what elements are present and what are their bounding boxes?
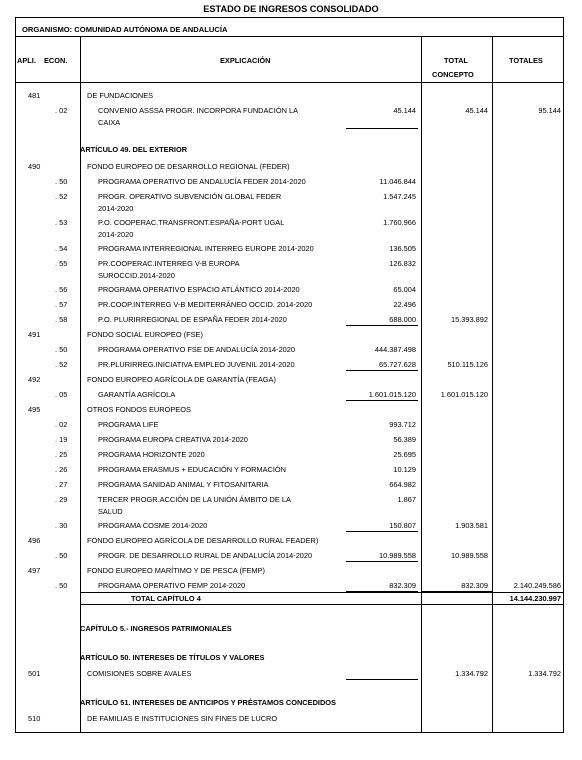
row-amount: 45.144 xyxy=(393,106,416,115)
row-description-cont: 2014-2020 xyxy=(98,230,134,239)
econ-code: . 19 xyxy=(55,435,68,444)
econ-code: . 54 xyxy=(55,244,68,253)
divider xyxy=(15,82,564,83)
row-description: PROGRAMA OPERATIVO DE ANDALUCÍA FEDER 2014-2020 xyxy=(98,177,306,186)
header-totales: TOTALES xyxy=(509,56,543,65)
econ-code: . 50 xyxy=(55,551,68,560)
row-totales: 1.334.792 xyxy=(528,669,561,678)
row-description: DE FAMILIAS E INSTITUCIONES SIN FINES DE LUCRO xyxy=(87,714,278,723)
subtotal-underline xyxy=(346,400,418,401)
row-description: PROGR. DE DESARROLLO RURAL DE ANDALUCÍA 2014-2020 xyxy=(98,551,313,560)
row-description: ARTÍCULO 51. INTERESES DE ANTICIPOS Y PRÉSTAMOS CONCEDIDOS xyxy=(80,698,336,707)
row-description-cont: CAIXA xyxy=(98,118,121,127)
row-description: PROGR. OPERATIVO SUBVENCIÓN GLOBAL FEDER xyxy=(98,192,282,201)
row-amount: 664.982 xyxy=(389,480,416,489)
row-amount: 150.807 xyxy=(389,521,416,530)
econ-code: . 53 xyxy=(55,218,68,227)
row-amount: 126.832 xyxy=(389,259,416,268)
row-description: PROGRAMA INTERREGIONAL INTERREG EUROPE 2014-2020 xyxy=(98,244,314,253)
row-amount: 10.989.558 xyxy=(379,551,416,560)
econ-code: . 50 xyxy=(55,581,68,590)
row-totales: 95.144 xyxy=(538,106,561,115)
apli-code: 492 xyxy=(28,375,41,384)
subtotal-underline xyxy=(346,531,418,532)
total-capitulo-value: 14.144.230.997 xyxy=(509,594,561,603)
row-description: PROGRAMA OPERATIVO FSE DE ANDALUCÍA 2014-2020 xyxy=(98,345,296,354)
organismo-label: ORGANISMO: COMUNIDAD AUTÓNOMA DE ANDALUCÍA xyxy=(22,25,228,34)
subtotal-underline xyxy=(346,561,418,562)
row-total-concepto: 510.115.126 xyxy=(447,360,488,369)
row-description: CONVENIO ASSSA PROGR. INCORPORA FUNDACIÓN LA xyxy=(98,106,298,115)
econ-code: . 50 xyxy=(55,345,68,354)
column-divider xyxy=(492,36,493,733)
row-description: PROGRAMA ERASMUS + EDUCACIÓN Y FORMACIÓN xyxy=(98,465,287,474)
row-total-concepto: 832.309 xyxy=(461,581,488,590)
econ-code: . 26 xyxy=(55,465,68,474)
row-amount: 56.389 xyxy=(393,435,416,444)
divider xyxy=(15,36,564,37)
row-description-cont: SALUD xyxy=(98,507,123,516)
row-description: P.O. COOPERAC.TRANSFRONT.ESPAÑA-PORT UGAL xyxy=(98,218,285,227)
row-amount: 444.387.498 xyxy=(374,345,416,354)
row-amount: 832.309 xyxy=(389,581,416,590)
row-total-concepto: 1.601.015.120 xyxy=(440,390,488,399)
row-amount: 1.601.015.120 xyxy=(368,390,416,399)
econ-code: . 27 xyxy=(55,480,68,489)
row-description: P.O. PLURIRREGIONAL DE ESPAÑA FEDER 2014-2020 xyxy=(98,315,287,324)
row-description-cont: SUROCCID.2014-2020 xyxy=(98,271,175,280)
header-apli: APLI. xyxy=(17,56,36,65)
row-amount: 993.712 xyxy=(389,420,416,429)
row-description: CAPÍTULO 5.- INGRESOS PATRIMONIALES xyxy=(80,624,232,633)
row-description: PROGRAMA HORIZONTE 2020 xyxy=(98,450,205,459)
econ-code: . 58 xyxy=(55,315,68,324)
row-description: PROGRAMA EUROPA CREATIVA 2014-2020 xyxy=(98,435,248,444)
apli-code: 495 xyxy=(28,405,41,414)
row-amount: 10.129 xyxy=(393,465,416,474)
row-amount: 11.046.844 xyxy=(379,177,416,186)
row-description: PROGRAMA OPERATIVO FEMP 2014-2020 xyxy=(98,581,246,590)
row-description-cont: 2014-2020 xyxy=(98,204,134,213)
row-total-concepto: 1.903.581 xyxy=(455,521,488,530)
row-description: FONDO EUROPEO MARÍTIMO Y DE PESCA (FEMP) xyxy=(87,566,265,575)
econ-code: . 02 xyxy=(55,106,68,115)
row-amount: 65.004 xyxy=(393,285,416,294)
total-divider xyxy=(80,604,564,605)
row-amount: 1.760.966 xyxy=(383,218,416,227)
subtotal-underline xyxy=(346,679,418,680)
apli-code: 496 xyxy=(28,536,41,545)
row-description: TERCER PROGR.ACCIÓN DE LA UNIÓN ÁMBITO DE LA xyxy=(98,495,291,504)
row-description: FONDO EUROPEO DE DESARROLLO REGIONAL (FEDER) xyxy=(87,162,290,171)
row-amount: 136.505 xyxy=(389,244,416,253)
row-description: FONDO EUROPEO AGRÍCOLA DE GARANTÍA (FEAGA) xyxy=(87,375,276,384)
econ-code: . 50 xyxy=(55,177,68,186)
header-total-concepto: TOTAL xyxy=(444,56,468,65)
subtotal-underline xyxy=(346,370,418,371)
row-description: PR.PLURIRREG.INICIATIVA EMPLEO JUVENIL 2014-2020 xyxy=(98,360,295,369)
econ-code: . 56 xyxy=(55,285,68,294)
row-total-concepto: 1.334.792 xyxy=(455,669,488,678)
row-totales: 2.140.249.586 xyxy=(513,581,561,590)
row-description: FONDO EUROPEO AGRÍCOLA DE DESARROLLO RURAL FEADER) xyxy=(87,536,319,545)
row-amount: 1.547.245 xyxy=(383,192,416,201)
row-description: ARTÍCULO 50. INTERESES DE TÍTULOS Y VALORES xyxy=(80,653,265,662)
row-description: PROGRAMA LIFE xyxy=(98,420,159,429)
apli-code: 510 xyxy=(28,714,41,723)
econ-code: . 25 xyxy=(55,450,68,459)
apli-code: 501 xyxy=(28,669,41,678)
row-description: PR.COOP.INTERREG V-B MEDITERRÁNEO OCCID. 2014-2020 xyxy=(98,300,313,309)
econ-code: . 57 xyxy=(55,300,68,309)
column-divider xyxy=(421,36,422,733)
apli-code: 491 xyxy=(28,330,41,339)
econ-code: . 52 xyxy=(55,360,68,369)
row-description: ARTÍCULO 49. DEL EXTERIOR xyxy=(80,145,188,154)
apli-code: 481 xyxy=(28,91,41,100)
row-description: FONDO SOCIAL EUROPEO (FSE) xyxy=(87,330,203,339)
row-amount: 25.695 xyxy=(393,450,416,459)
econ-code: . 05 xyxy=(55,390,68,399)
apli-code: 497 xyxy=(28,566,41,575)
row-amount: 688.000 xyxy=(389,315,416,324)
total-divider xyxy=(80,592,564,593)
econ-code: . 55 xyxy=(55,259,68,268)
row-description: OTROS FONDOS EUROPEOS xyxy=(87,405,191,414)
row-total-concepto: 15.393.892 xyxy=(451,315,488,324)
row-description: PROGRAMA SANIDAD ANIMAL Y FITOSANITARIA xyxy=(98,480,269,489)
total-capitulo-label: TOTAL CAPÍTULO 4 xyxy=(131,594,201,603)
subtotal-underline xyxy=(346,128,418,129)
row-total-concepto: 45.144 xyxy=(465,106,488,115)
header-econ: ECON. xyxy=(44,56,68,65)
header-total-concepto-2: CONCEPTO xyxy=(432,70,474,79)
apli-code: 490 xyxy=(28,162,41,171)
row-amount: 22.496 xyxy=(393,300,416,309)
row-amount: 65.727.628 xyxy=(379,360,416,369)
page-title: ESTADO DE INGRESOS CONSOLIDADO xyxy=(203,4,379,14)
econ-code: . 30 xyxy=(55,521,68,530)
econ-code: . 02 xyxy=(55,420,68,429)
row-description: GARANTÍA AGRÍCOLA xyxy=(98,390,176,399)
row-amount: 1.867 xyxy=(397,495,416,504)
row-description: PROGRAMA COSME 2014-2020 xyxy=(98,521,208,530)
econ-code: . 29 xyxy=(55,495,68,504)
row-description: PROGRAMA OPERATIVO ESPACIO ATLÁNTICO 2014-2020 xyxy=(98,285,300,294)
row-description: COMISIONES SOBRE AVALES xyxy=(87,669,192,678)
row-description: DE FUNDACIONES xyxy=(87,91,154,100)
econ-code: . 52 xyxy=(55,192,68,201)
header-explicacion: EXPLICACIÓN xyxy=(220,56,271,65)
subtotal-underline xyxy=(346,325,418,326)
row-description: PR.COOPERAC.INTERREG V-B EUROPA xyxy=(98,259,240,268)
row-total-concepto: 10.989.558 xyxy=(451,551,488,560)
